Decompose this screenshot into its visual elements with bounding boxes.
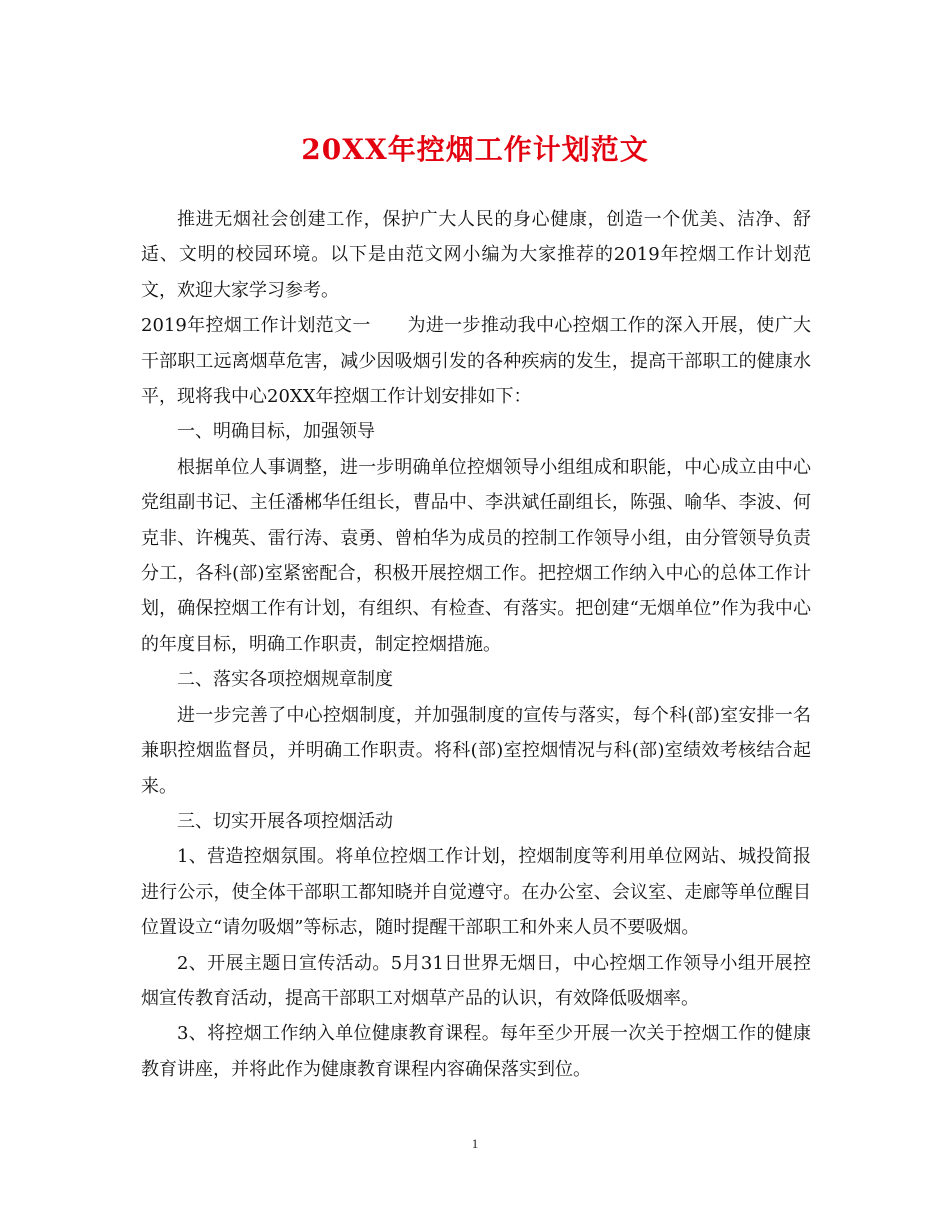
section-heading-2: 二、落实各项控烟规章制度 <box>177 669 393 691</box>
section-heading-1: 一、明确目标，加强领导 <box>177 421 375 443</box>
paragraph-intro: 推进无烟社会创建工作，保护广大人民的身心健康，创造一个优美、洁净、舒适、文明的校园环境。以下是由范文网小编为大家推荐的2019年控烟工作计划范文，欢迎大家学习参考。 <box>141 209 811 301</box>
document-title: 20XX年控烟工作计划范文 <box>301 133 649 166</box>
page-number: 1 <box>471 1136 479 1151</box>
paragraph-plan-one: 2019年控烟工作计划范文一 为进一步推动我中心控烟工作的深入开展，使广大干部职工远离烟草危害，减少因吸烟引发的各种疾病的发生，提高干部职工的健康水平，现将我中心20XX年控烟工作计划安排如下： <box>141 315 811 408</box>
paragraph-section-1: 根据单位人事调整，进一步明确单位控烟领导小组组成和职能，中心成立由中心党组副书记、主任潘郴华任组长，曹品中、李洪斌任副组长，陈强、喻华、李波、何克非、许槐英、雷行涛、袁勇、曾柏华为成员的控制工作领导小组，由分管领导负责分工，各科(部)室紧密配合，积极开展控烟工作。把控烟工作纳入中心的总体工作计划，确保控烟工作有计划，有组织、有检查、有落实。把创建“无烟单位”作为我中心的年度目标，明确工作职责，制定控烟措施。 <box>141 456 811 655</box>
document-body <box>141 202 811 1087</box>
section-heading-3: 三、切实开展各项控烟活动 <box>177 810 393 832</box>
paragraph-item-3: 3、将控烟工作纳入单位健康教育课程。每年至少开展一次关于控烟工作的健康教育讲座，并将此作为健康教育课程内容确保落实到位。 <box>141 1023 811 1080</box>
paragraph-item-1: 1、营造控烟氛围。将单位控烟工作计划，控烟制度等利用单位网站、城投简报进行公示，使全体干部职工都知晓并自觉遵守。在办公室、会议室、走廊等单位醒目位置设立“请勿吸烟”等标志，随时提醒干部职工和外来人员不要吸烟。 <box>141 846 811 939</box>
paragraph-item-2: 2、开展主题日宣传活动。5月31日世界无烟日，中心控烟工作领导小组开展控烟宣传教育活动，提高干部职工对烟草产品的认识，有效降低吸烟率。 <box>141 952 811 1009</box>
paragraph-section-2: 进一步完善了中心控烟制度，并加强制度的宣传与落实，每个科(部)室安排一名兼职控烟监督员，并明确工作职责。将科(部)室控烟情况与科(部)室绩效考核结合起来。 <box>141 704 811 797</box>
